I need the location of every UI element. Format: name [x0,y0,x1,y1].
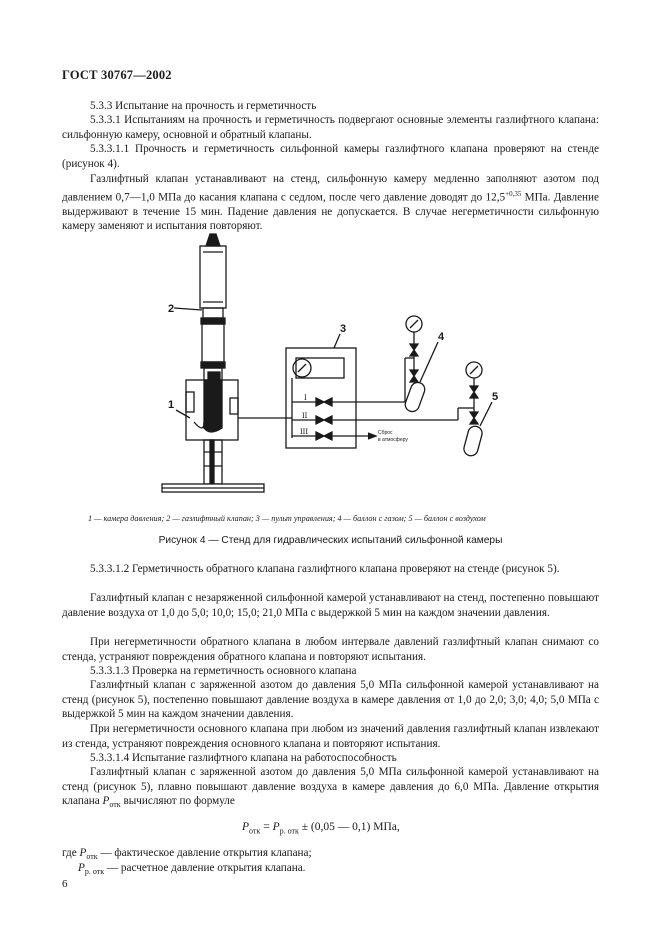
page-number: 6 [62,878,68,890]
section-heading: 5.3.3.1.4 Испытание газлифтного клапана на работоспособность [90,752,397,764]
figure-legend: 1 — камера давления; 2 — газлифтный клапан; 3 — пульт управления; 4 — баллон с газом; 5 — баллон с воздухом [88,514,486,523]
paragraph: При негерметичности обратного клапана в любом интервале давлений газлифтный клапан снимают со стенда, устраняют повреждения обратного клапана и повторяют испытания. [62,636,599,663]
figure-label-2: 2 [168,303,175,315]
test-stand-figure [150,222,590,512]
paragraph: Газлифтный клапан с заряженной азотом до давления 5,0 МПа сильфонной камерой устанавливают на стенд (рисунок 5), постепенно повышают давление воздуха в камере давления от 1,0 до 2,0; 3,0; 4,0; 5,0 МПа с выдержкой 5 мин на каждом значении давления. [62,679,599,720]
paragraph: 5.3.3.1.1 Прочность и герметичность сильфонной камеры газлифтного клапана проверяют на стенде (рисунок 4). [62,143,599,170]
paragraph: Газлифтный клапан с незаряженной сильфонной камерой устанавливают на стенд, постепенно повышают давление воздуха от 1,0 до 5,0; 10,0; 15,0; 21,0 МПа с выдержкой 5 мин на каждом значении давления. [62,592,599,619]
paragraph: 5.3.3.1 Испытаниям на прочность и герметичность подвергают основные элементы газлифтного клапана: сильфонную камеру, основной и обратный клапаны. [62,114,599,141]
formula-explanation-2: $P_{р. отк}$ — расчетное давление открытия клапана. [78,862,306,877]
formula-explanation-1: где $P_{отк}$ — фактическое давление открытия клапана; [62,847,312,862]
figure-caption: Рисунок 4 — Стенд для гидравлических испытаний сильфонной камеры [158,535,503,546]
valve-mark-3: III [300,427,308,436]
section-heading: 5.3.3 Испытание на прочность и герметичность [90,100,317,112]
section-heading: 5.3.3.1.3 Проверка на герметичность основного клапана [90,665,357,677]
paragraph: 5.3.3.1.2 Герметичность обратного клапана газлифтного клапана проверяют на стенде (рисунок 5). [90,563,560,575]
paragraph: Газлифтный клапан с заряженной азотом до давления 5,0 МПа сильфонной камерой устанавливают на стенд (рисунок 5), плавно повышают давление воздуха в камере давления до 6,0 МПа. Давление открытия клапана $P_{отк}$ вычисляют по формуле [62,766,599,810]
figure-label-1: 1 [168,399,175,411]
valve-mark-2: II [302,411,308,420]
figure-label-5: 5 [492,391,499,403]
paragraph: Газлифтный клапан устанавливают на стенд, сильфонную камеру медленно заполняют азотом под давлением 0,7—1,0 МПа до касания клапана с седлом, после чего давление доводят до $12,5^{+0,35}$ МПа. Давление выдерживают в течение 15 мин. Падение давления не допускается. В случае негерметичности сильфонную камеру заменяют и испытания повторяют. [62,173,599,233]
exhaust-note-line2: в атмосферу [378,437,408,443]
document-header: ГОСТ 30767—2002 [62,68,172,82]
valve-mark-1: I [304,393,307,402]
exhaust-note-line1: Сброс [378,430,393,436]
figure-label-4: 4 [438,331,445,343]
paragraph: При негерметичности основного клапана при любом из значений давления газлифтный клапан извлекают из стенда, устраняют повреждения основного клапана и повторяют испытания. [62,723,599,750]
figure-label-3: 3 [340,323,347,335]
formula: $P_{отк} = P_{р. отк} \pm (0,05$ — 0,1) МПа, [242,821,400,836]
